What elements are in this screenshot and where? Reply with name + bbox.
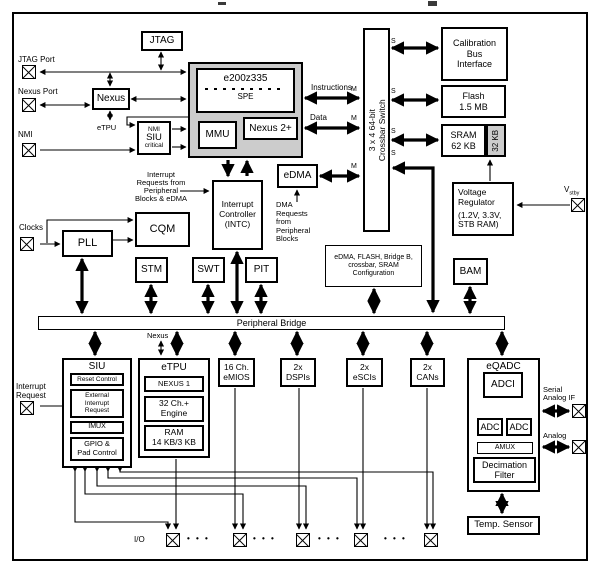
nexus2-block: Nexus 2+ bbox=[243, 117, 298, 140]
esci-block: 2x eSCIs bbox=[346, 358, 383, 387]
serial-analog-if-label: Serial Analog IF bbox=[543, 385, 576, 403]
analog-port-label: Analog bbox=[543, 431, 567, 440]
sram-block: SRAM 62 KB bbox=[441, 124, 486, 157]
pll-block: PLL bbox=[62, 230, 113, 257]
adc-block: ADC bbox=[506, 418, 532, 436]
imux-block: IMUX bbox=[70, 421, 124, 434]
cropped-caption-artifact bbox=[218, 2, 226, 5]
cqm-block: CQM bbox=[135, 212, 190, 247]
clocks-port-label: Clocks bbox=[19, 223, 44, 232]
swt-block: SWT bbox=[192, 257, 225, 283]
nmi-port-pad-icon bbox=[22, 143, 36, 157]
nexus-block: Nexus bbox=[92, 88, 130, 110]
mmu-block: MMU bbox=[198, 121, 237, 149]
adc-block: ADC bbox=[477, 418, 503, 436]
emios-block: 16 Ch. eMIOS bbox=[218, 358, 255, 387]
clocks-port-pad-icon bbox=[20, 237, 34, 251]
dspi-block: 2x DSPIs bbox=[280, 358, 316, 387]
bam-block: BAM bbox=[453, 258, 488, 285]
io-pad-icon bbox=[354, 533, 368, 547]
master-port-label: M bbox=[351, 163, 357, 170]
vstby-port-label: $V_{stby}$ bbox=[564, 185, 580, 197]
nexus-tap-label: Nexus bbox=[147, 331, 169, 340]
instructions-bus-label: Instructions bbox=[311, 83, 352, 92]
master-port-label: M bbox=[351, 86, 357, 93]
slave-port-label: S bbox=[391, 88, 396, 95]
slave-port-label: S bbox=[391, 128, 396, 135]
nmi-port-label: NMI bbox=[18, 130, 33, 139]
nmi-siu-critical-block: NMI SIU critical bbox=[137, 121, 171, 155]
serial-analog-pad-icon bbox=[572, 404, 586, 418]
edma-block: eDMA bbox=[277, 164, 318, 188]
voltage-regulator-block: Voltage Regulator (1.2V, 3.3V, STB RAM) bbox=[452, 182, 514, 236]
amux-block: AMUX bbox=[477, 442, 533, 454]
reset-control-block: Reset Control bbox=[70, 373, 124, 386]
io-pad-icon bbox=[424, 533, 438, 547]
analog-pad-icon bbox=[572, 440, 586, 454]
data-bus-label: Data bbox=[310, 113, 327, 122]
crossbar-switch-label: 3 x 4 64-bit Crossbar Switch bbox=[366, 99, 387, 161]
jtag-port-pad-icon bbox=[22, 65, 36, 79]
eqadc-block: eQADC bbox=[467, 358, 540, 492]
module-configuration-block: eDMA, FLASH, Bridge B, crossbar, SRAM Configuration bbox=[325, 245, 422, 287]
intc-block: Interrupt Controller (INTC) bbox=[212, 180, 263, 250]
master-port-label: M bbox=[351, 115, 357, 122]
crossbar-switch-block bbox=[363, 28, 390, 232]
temp-sensor-block: Temp. Sensor bbox=[467, 516, 540, 535]
ellipsis: • • • bbox=[253, 534, 276, 543]
etpu-engine-block: 32 Ch.+ Engine bbox=[144, 396, 204, 422]
ellipsis: • • • bbox=[384, 534, 407, 543]
cropped-caption-artifact bbox=[428, 1, 437, 6]
interrupt-request-port-label: Interrupt Request bbox=[16, 382, 46, 400]
e200z335-cpu-block: e200z335 SPE bbox=[196, 68, 295, 113]
pit-block: PIT bbox=[245, 257, 278, 283]
etpu-nexus1-block: NEXUS 1 bbox=[144, 376, 204, 392]
decimation-filter-block: Decimation Filter bbox=[473, 457, 536, 483]
ellipsis: • • • bbox=[187, 534, 210, 543]
ellipsis: • • • bbox=[318, 534, 341, 543]
standby-ram-block: 32 KB bbox=[486, 124, 506, 157]
slave-port-label: S bbox=[391, 150, 396, 157]
nexus-port-pad-icon bbox=[22, 98, 36, 112]
io-pad-icon bbox=[233, 533, 247, 547]
spe-divider bbox=[205, 88, 287, 90]
flash-block: Flash 1.5 MB bbox=[441, 85, 506, 118]
io-label: I/O bbox=[134, 535, 145, 544]
interrupt-request-pad-icon bbox=[20, 401, 34, 415]
calibration-bus-interface-block: Calibration Bus Interface bbox=[441, 27, 508, 81]
interrupt-requests-note: Interrupt Requests from Peripheral Blocks & eDMA bbox=[134, 170, 188, 204]
external-interrupt-request-block: External Interrupt Request bbox=[70, 389, 124, 418]
adci-block: ADCI bbox=[483, 372, 523, 398]
dma-requests-note: DMA Requests from Peripheral Blocks bbox=[276, 200, 311, 244]
slave-port-label: S bbox=[391, 38, 396, 45]
io-pad-icon bbox=[296, 533, 310, 547]
peripheral-bridge-bar: Peripheral Bridge bbox=[38, 316, 505, 330]
can-block: 2x CANs bbox=[410, 358, 445, 387]
vstby-pad-icon bbox=[571, 198, 585, 212]
gpio-pad-control-block: GPIO & Pad Control bbox=[70, 437, 124, 461]
etpu-link-label: eTPU bbox=[97, 123, 117, 132]
jtag-port-label: JTAG Port bbox=[18, 55, 55, 64]
etpu-ram-block: RAM 14 KB/3 KB bbox=[144, 425, 204, 451]
siu-block: SIU bbox=[62, 358, 132, 468]
stm-block: STM bbox=[135, 257, 168, 283]
io-pad-icon bbox=[166, 533, 180, 547]
jtag-block: JTAG bbox=[141, 31, 183, 51]
nexus-port-label: Nexus Port bbox=[18, 87, 58, 96]
etpu-block: eTPU bbox=[138, 358, 210, 458]
